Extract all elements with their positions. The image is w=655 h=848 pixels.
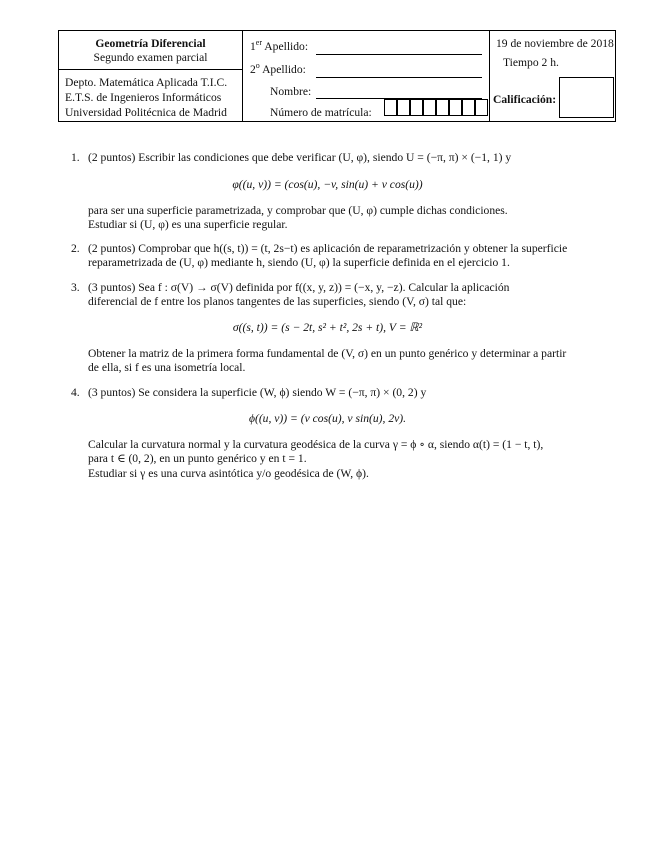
matricula-digit-box[interactable] bbox=[423, 99, 436, 116]
problem-text-line: Calcular la curvatura normal y la curvatura geodésica de la curva γ = ϕ ∘ α, siendo α(t) = (1 − t, t), bbox=[88, 438, 544, 451]
exam-time: Tiempo 2 h. bbox=[503, 56, 559, 69]
problem-text-line: diferencial de f entre los planos tangentes de las superficies, siendo (V, σ) tal que: bbox=[88, 295, 467, 309]
problem-1-formula: φ((u, v)) = (cos(u), −v, sin(u) + v cos(u)) bbox=[232, 178, 423, 191]
matricula-digit-box[interactable] bbox=[475, 99, 488, 116]
problem-text-line: (2 puntos) Comprobar que h((s, t)) = (t, 2s−t) es aplicación de reparametrización y obtener la superficie bbox=[88, 242, 568, 255]
problem-text-line: reparametrizada de (U, φ) mediante h, siendo (U, φ) la superficie definida en el ejercicio 1. bbox=[88, 256, 510, 270]
course-title: Geometría Diferencial bbox=[95, 37, 206, 50]
problem-2 bbox=[71, 242, 593, 271]
matricula-digit-box[interactable] bbox=[449, 99, 462, 116]
problem-text-line: para ser una superficie parametrizada, y comprobar que (U, φ) cumple dichas condiciones. bbox=[88, 204, 508, 217]
exam-name: Segundo examen parcial bbox=[93, 51, 208, 64]
grade-label: Calificación: bbox=[493, 93, 557, 106]
problem-text-line: (3 puntos) Sea f : σ(V) → σ(V) definida por f((x, y, z)) = (−x, y, −z). Calcular la aplicación bbox=[88, 281, 510, 294]
problem-text-line: Estudiar si (U, φ) es una superficie regular. bbox=[88, 218, 288, 232]
nombre-label: Nombre: bbox=[270, 85, 312, 98]
problem-1 bbox=[71, 151, 593, 165]
problem-4-continued bbox=[88, 438, 593, 481]
problem-4-formula: ϕ((u, v)) = (v cos(u), v sin(u), 2v). bbox=[248, 412, 407, 425]
problem-1-continued bbox=[88, 204, 593, 233]
problem-text-line: (3 puntos) Se considera la superficie (W, ϕ) siendo W = (−π, π) × (0, 2) y bbox=[88, 386, 427, 399]
problem-4 bbox=[71, 386, 593, 400]
problem-3-continued bbox=[88, 347, 593, 376]
problem-3-formula: σ((s, t)) = (s − 2t, s² + t², 2s + t), V = ℝ² bbox=[232, 321, 423, 334]
problem-number: 4. bbox=[71, 386, 80, 399]
problem-number: 3. bbox=[71, 281, 80, 294]
header-divider-left bbox=[242, 31, 243, 121]
exam-header bbox=[58, 30, 616, 122]
matricula-digit-box[interactable] bbox=[397, 99, 410, 116]
header-divider-right bbox=[489, 31, 490, 121]
problem-text-line: Obtener la matriz de la primera forma fundamental de (V, σ) en un punto genérico y determinar a partir bbox=[88, 347, 567, 360]
matricula-digit-box[interactable] bbox=[436, 99, 449, 116]
problem-3 bbox=[71, 281, 593, 310]
apellido1-label: 1er Apellido: bbox=[250, 38, 309, 53]
problem-text-line: de ella, si f es una isometría local. bbox=[88, 361, 246, 375]
problem-number: 1. bbox=[71, 151, 80, 164]
apellido2-label: 2$^o$ Apellido: bbox=[250, 61, 306, 76]
exam-date: 19 de noviembre de 2018 bbox=[496, 37, 614, 50]
grade-box[interactable] bbox=[559, 77, 614, 118]
problem-text-line: (2 puntos) Escribir las condiciones que debe verificar (U, φ), siendo U = (−π, π) × (−1, 1) y bbox=[88, 151, 512, 164]
matricula-digit-box[interactable] bbox=[410, 99, 423, 116]
university: Universidad Politécnica de Madrid bbox=[65, 106, 227, 119]
matricula-digit-box[interactable] bbox=[384, 99, 397, 116]
apellido2-field[interactable] bbox=[316, 77, 482, 78]
department: Depto. Matemática Aplicada T.I.C. bbox=[65, 76, 228, 89]
apellido1-field[interactable] bbox=[316, 54, 482, 55]
matricula-digit-box[interactable] bbox=[462, 99, 475, 116]
school: E.T.S. de Ingenieros Informáticos bbox=[65, 91, 222, 104]
problem-number: 2. bbox=[71, 242, 80, 255]
matricula-label: Número de matrícula: bbox=[270, 106, 372, 119]
problem-text-line: para t ∈ (0, 2), en un punto genérico y en t = 1. bbox=[88, 452, 307, 466]
header-divider-horizontal bbox=[59, 69, 242, 70]
problem-text-line: Estudiar si γ es una curva asintótica y/o geodésica de (W, ϕ). bbox=[88, 466, 369, 480]
